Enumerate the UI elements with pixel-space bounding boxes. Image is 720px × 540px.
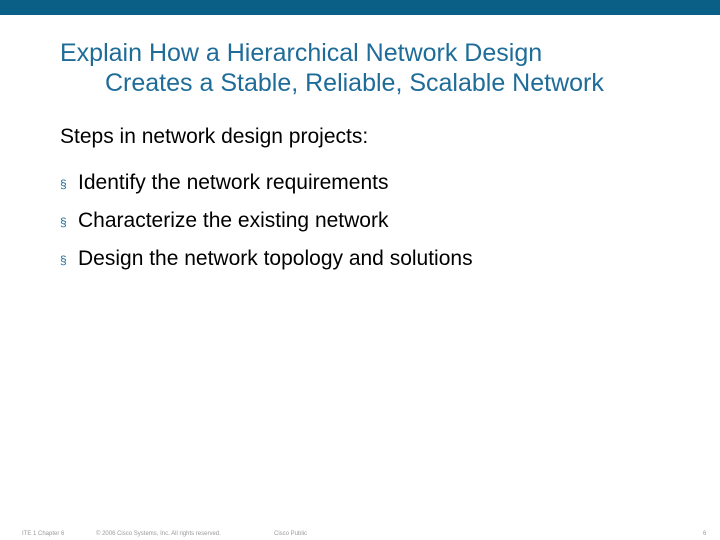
- footer-copyright: © 2006 Cisco Systems, Inc. All rights reserved.: [96, 531, 221, 537]
- footer-course: ITE 1 Chapter 6: [22, 531, 65, 537]
- bullet-text: Design the network topology and solutions: [78, 247, 473, 270]
- intro-text: Steps in network design projects:: [60, 125, 369, 148]
- bullet-list: [60, 164, 473, 278]
- top-color-bar: [0, 0, 720, 15]
- bullet-item-existing-network: [60, 202, 473, 240]
- bullet-text: Identify the network requirements: [78, 171, 389, 194]
- footer-page-number: 6: [703, 531, 707, 537]
- square-bullet-icon: §: [60, 253, 67, 267]
- slide-title-line-1: Explain How a Hierarchical Network Design: [60, 39, 543, 67]
- slide-title: [60, 38, 700, 98]
- square-bullet-icon: §: [60, 215, 67, 229]
- bullet-item-requirements: [60, 164, 473, 202]
- bullet-item-topology: [60, 240, 473, 278]
- slide-title-line-2: Creates a Stable, Reliable, Scalable Network: [105, 69, 604, 97]
- bullet-text: Characterize the existing network: [78, 209, 389, 232]
- square-bullet-icon: §: [60, 177, 67, 191]
- footer-classification: Cisco Public: [274, 531, 308, 537]
